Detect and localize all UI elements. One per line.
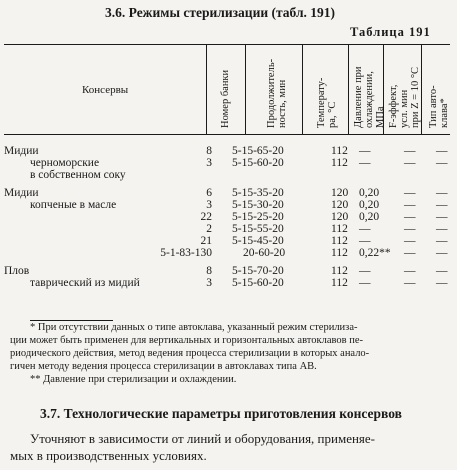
row-duration: 5-15-35-20 [232,187,284,199]
row-number: 3 [206,157,212,169]
row-name: Мидии [4,187,39,199]
row-name: Плов [4,265,30,277]
row-autoclave-type: — [436,157,448,169]
footnote-line: риодического действия, метод ведения процесса стерилизации в которых анало- [10,348,370,359]
header-pressure: Давление при охлаждении, МПа [353,66,386,128]
row-f-effect: — [404,145,416,157]
row-duration: 5-15-25-20 [232,211,284,223]
table-row [0,223,457,235]
row-f-effect: — [404,211,416,223]
table-row [0,199,457,211]
row-temperature: 112 [331,235,348,247]
footnote-line: гичен методу ведения процесса стерилизации в автоклавах типа АВ. [10,361,317,372]
section-title: 3.6. Режимы стерилизации (табл. 191) [105,5,336,20]
row-name: черноморские [30,157,100,169]
row-duration: 5-15-60-20 [232,157,284,169]
row-f-effect: — [404,187,416,199]
row-pressure: — [359,277,371,289]
col-divider [302,44,303,134]
paragraph-line: мых в производственных условиях. [10,448,207,463]
row-pressure: 0,20 [359,187,380,199]
col-divider [245,44,246,134]
footnote-line: * При отсутствии данных о типе автоклава, указанный режим стерилиза- [30,322,358,333]
row-name: таврический из мидий [30,277,140,289]
row-temperature: 112 [331,145,348,157]
row-duration: 20-60-20 [243,247,286,259]
row-f-effect: — [404,235,416,247]
row-autoclave-type: — [436,247,448,259]
row-f-effect: — [404,157,416,169]
col-divider [348,44,349,134]
row-duration: 5-15-70-20 [232,265,284,277]
row-autoclave-type: — [436,187,448,199]
row-number: 21 [200,235,212,247]
row-number: 6 [206,187,212,199]
header-name: Консервы [82,84,129,96]
row-number: 8 [206,145,212,157]
row-autoclave-type: — [436,145,448,157]
row-pressure: — [359,265,371,277]
row-temperature: 120 [331,211,349,223]
row-temperature: 112 [331,157,348,169]
table-row [0,277,457,289]
row-temperature: 112 [331,265,348,277]
row-number: 8 [206,265,212,277]
footnote-rule [30,320,113,321]
row-number: 3 [206,277,212,289]
row-temperature: 112 [331,223,348,235]
row-number: 2 [206,223,212,235]
header-number: Номер банки [220,69,231,128]
row-pressure: — [359,223,371,235]
row-number: 5-1-83-130 [160,247,212,259]
header-f-effect: F-эффект, усл. мин при Z = 10 °С [388,66,421,128]
row-temperature: 120 [331,199,349,211]
row-autoclave-type: — [436,223,448,235]
header-autoclave: Тип авто- клава* [428,85,450,128]
next-section-title: 3.7. Технологические параметры приготовления консервов [40,406,402,421]
row-temperature: 112 [331,247,348,259]
header-temperature: Температу- ра, °С [316,77,338,128]
table-row [0,235,457,247]
row-duration: 5-15-45-20 [232,235,284,247]
row-pressure: — [359,235,371,247]
row-f-effect: — [404,199,416,211]
row-name: Мидии [4,145,39,157]
row-f-effect: — [404,265,416,277]
row-number: 22 [200,211,212,223]
row-duration: 5-15-55-20 [232,223,284,235]
row-duration: 5-15-30-20 [232,199,284,211]
row-autoclave-type: — [436,211,448,223]
footnote-line: ции может быть применен для вертикальных и горизонтальных автоклавов пе- [10,335,363,346]
row-name: копченые в масле [30,199,117,211]
header-duration: Продолжитель- ность, мин [266,58,288,128]
row-f-effect: — [404,277,416,289]
row-pressure: — [359,157,371,169]
row-temperature: 120 [331,187,349,199]
row-pressure: 0,20 [359,211,380,223]
table-row [0,247,457,259]
table-header-rule [4,134,450,135]
row-f-effect: — [404,247,416,259]
table-row [0,187,457,199]
row-temperature: 112 [331,277,348,289]
footnote-line: ** Давление при стерилизации и охлаждении. [30,374,237,385]
table-row [0,157,457,169]
row-autoclave-type: — [436,199,448,211]
table-label: Таблица 191 [350,25,431,39]
table-row [0,211,457,223]
table-row [0,145,457,157]
table-row [0,169,457,181]
row-pressure: 0,20 [359,199,380,211]
row-duration: 5-15-65-20 [232,145,284,157]
table-row [0,265,457,277]
row-pressure: — [359,145,371,157]
paragraph-line: Уточняют в зависимости от линий и оборудования, применяе- [30,431,375,446]
col-divider [421,44,422,134]
row-autoclave-type: — [436,235,448,247]
row-autoclave-type: — [436,277,448,289]
row-autoclave-type: — [436,265,448,277]
row-duration: 5-15-60-20 [232,277,284,289]
col-divider [206,44,207,134]
row-pressure: 0,22** [359,247,391,259]
row-f-effect: — [404,223,416,235]
row-name: в собственном соку [30,169,126,181]
row-number: 3 [206,199,212,211]
